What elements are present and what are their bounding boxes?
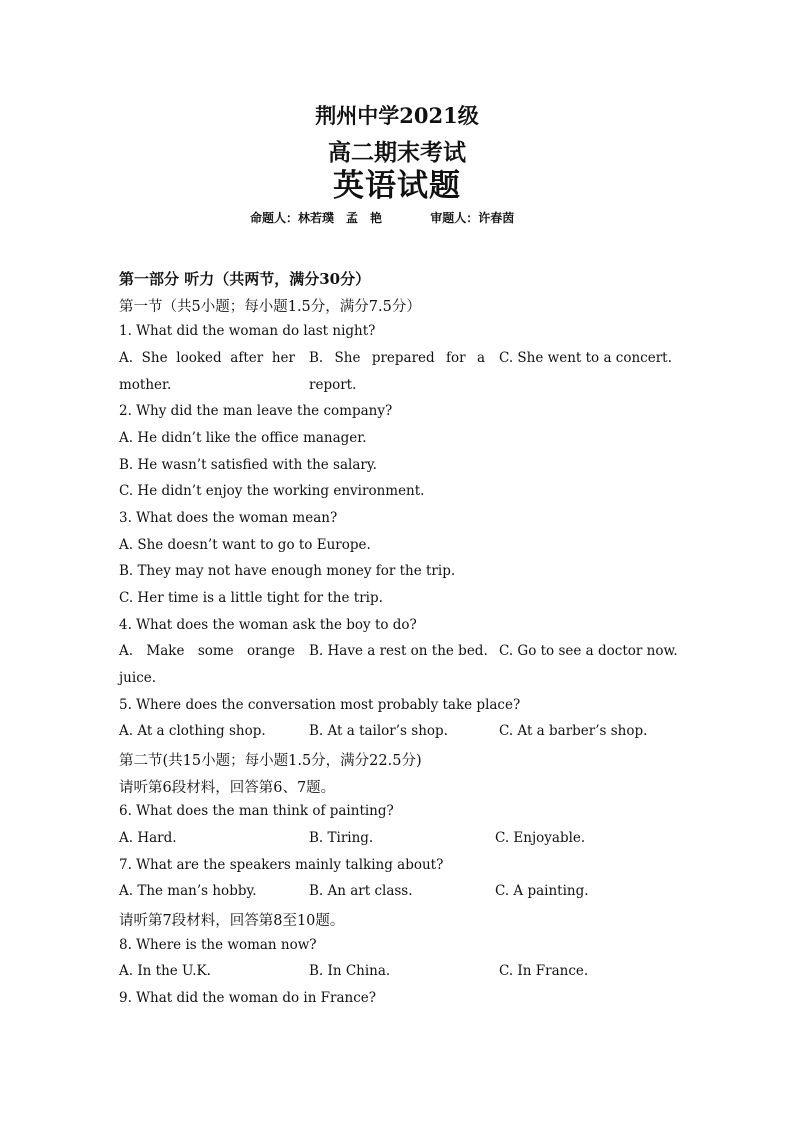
q4-option-c: C. Go to see a doctor now. xyxy=(499,643,678,659)
q6-stem: 6. What does the man think of painting? xyxy=(119,803,394,819)
q4-option-a xyxy=(119,638,295,692)
q2-option-a: A. He didn’t like the office manager. xyxy=(119,430,367,446)
q7-stem: 7. What are the speakers mainly talking about? xyxy=(119,857,444,873)
q7-option-a: A. The man’s hobby. xyxy=(119,883,257,899)
instruction-6: 请听第6段材料，回答第6、7题。 xyxy=(119,780,336,796)
q9-stem: 9. What did the woman do in France? xyxy=(119,990,377,1006)
q6-option-a: A. Hard. xyxy=(119,830,177,846)
school-title: 荆州中学2021级 xyxy=(315,103,479,128)
q8-stem: 8. Where is the woman now? xyxy=(119,937,317,953)
q7-option-b: B. An art class. xyxy=(309,883,413,899)
q5-stem: 5. Where does the conversation most probably take place? xyxy=(119,697,521,713)
q1-option-a-line2: mother. xyxy=(119,377,172,393)
q1-option-b-line2: report. xyxy=(309,377,357,393)
q2-option-b: B. He wasn’t satisfied with the salary. xyxy=(119,457,377,473)
exam-title: 高二期末考试 xyxy=(328,139,466,166)
q6-option-c: C. Enjoyable. xyxy=(495,830,586,846)
q1-option-a-line1: A. She looked after her xyxy=(119,350,295,366)
q3-stem: 3. What does the woman mean? xyxy=(119,510,338,526)
q3-option-c: C. Her time is a little tight for the trip. xyxy=(119,590,383,606)
q1-option-b-line1: B. She prepared for a xyxy=(309,350,485,366)
q3-option-b: B. They may not have enough money for the trip. xyxy=(119,563,456,579)
setters: 命题人：林若璞 孟 艳 xyxy=(250,211,383,225)
q4-option-a-line2: juice. xyxy=(119,670,157,686)
instruction-7: 请听第7段材料，回答第8至10题。 xyxy=(119,913,345,929)
q3-option-a: A. She doesn’t want to go to Europe. xyxy=(119,537,371,553)
author-line xyxy=(250,209,514,226)
q2-option-c: C. He didn’t enjoy the working environment. xyxy=(119,483,425,499)
q5-option-b: B. At a tailor’s shop. xyxy=(309,723,448,739)
q4-option-a-line1: A. Make some orange xyxy=(119,643,295,659)
q8-option-b: B. In China. xyxy=(309,963,391,979)
q1-stem: 1. What did the woman do last night? xyxy=(119,323,376,339)
q7-option-c: C. A painting. xyxy=(495,883,589,899)
q5-option-c: C. At a barber’s shop. xyxy=(499,723,648,739)
part1-heading: 第一部分 听力（共两节，满分30分） xyxy=(119,270,371,288)
q6-option-b: B. Tiring. xyxy=(309,830,374,846)
q2-stem: 2. Why did the man leave the company? xyxy=(119,403,393,419)
q4-option-b: B. Have a rest on the bed. xyxy=(309,643,488,659)
section1-heading: 第一节（共5小题；每小题1.5分，满分7.5分） xyxy=(119,299,421,315)
q1-option-b xyxy=(309,345,485,399)
q1-option-c: C. She went to a concert. xyxy=(499,350,672,366)
q8-option-a: A. In the U.K. xyxy=(119,963,211,979)
reviewer: 审题人：许春茵 xyxy=(430,211,515,225)
q5-option-a: A. At a clothing shop. xyxy=(119,723,266,739)
subject-title: 英语试题 xyxy=(333,168,461,204)
section2-heading: 第二节(共15小题；每小题1.5分，满分22.5分) xyxy=(119,753,422,769)
q1-option-a xyxy=(119,345,295,399)
q8-option-c: C. In France. xyxy=(499,963,589,979)
q4-stem: 4. What does the woman ask the boy to do? xyxy=(119,617,417,633)
